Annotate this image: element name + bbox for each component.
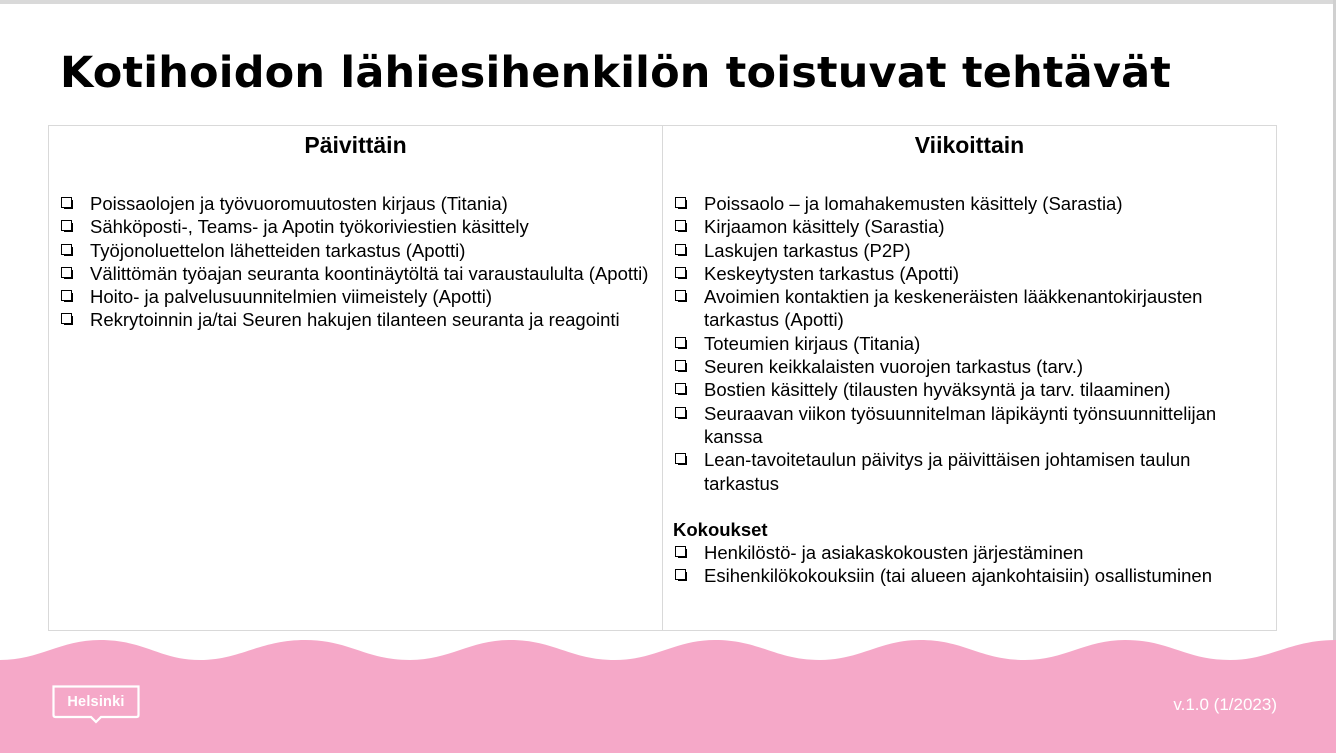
meetings-list xyxy=(673,541,1266,588)
weekly-list xyxy=(673,192,1266,495)
weekly-column xyxy=(662,126,1276,630)
checkbox-icon xyxy=(675,197,686,208)
checkbox-icon xyxy=(61,197,72,208)
logo-text: Helsinki xyxy=(67,694,125,710)
daily-list xyxy=(59,192,652,332)
list-item xyxy=(673,564,1266,587)
list-item xyxy=(673,332,1266,355)
list-item xyxy=(673,215,1266,238)
checkbox-icon xyxy=(61,290,72,301)
item-text: Välittömän työajan seuranta koontinäytöltä tai varaustaululta (Apotti) xyxy=(90,262,649,284)
list-item xyxy=(59,285,652,308)
list-item xyxy=(673,262,1266,285)
item-text: Poissaolo – ja lomahakemusten käsittely (Sarastia) xyxy=(704,193,1123,214)
checkbox-icon xyxy=(675,290,686,301)
item-text: Lean-tavoitetaulun päivitys ja päivittäisen johtamisen taulun tarkastus xyxy=(704,449,1191,494)
checkbox-icon xyxy=(61,267,72,278)
wave-shape xyxy=(0,640,1336,753)
page-title: Kotihoidon lähiesihenkilön toistuvat tehtävät xyxy=(60,48,1172,98)
checkbox-icon xyxy=(675,220,686,231)
item-text: Sähköposti-, Teams- ja Apotin työkoriviestien käsittely xyxy=(90,216,529,238)
checkbox-icon xyxy=(675,546,686,557)
item-text: Toteumien kirjaus (Titania) xyxy=(704,332,921,354)
checkbox-icon xyxy=(675,383,686,394)
tasks-table xyxy=(48,125,1277,631)
list-item xyxy=(59,215,652,238)
checkbox-icon xyxy=(675,360,686,371)
item-text: Keskeytysten tarkastus (Apotti) xyxy=(704,262,959,284)
checkbox-icon xyxy=(61,313,72,324)
item-text: Avoimien kontaktien ja keskeneräisten lääkkenantokirjausten tarkastus (Apotti) xyxy=(704,286,1203,331)
daily-heading: Päivittäin xyxy=(304,132,407,158)
item-text: Hoito- ja palvelusuunnitelmien viimeistely (Apotti) xyxy=(90,286,493,308)
checkbox-icon xyxy=(675,244,686,255)
item-text: Henkilöstö- ja asiakaskokousten järjestäminen xyxy=(704,542,1084,564)
list-item xyxy=(673,402,1266,449)
top-border xyxy=(0,0,1336,4)
list-item xyxy=(673,378,1266,401)
checkbox-icon xyxy=(675,407,686,418)
weekly-heading: Viikoittain xyxy=(914,132,1025,158)
meetings-heading: Kokoukset xyxy=(673,518,768,540)
list-item xyxy=(673,541,1266,564)
version-label: v.1.0 (1/2023) xyxy=(1173,695,1277,714)
list-item xyxy=(673,355,1266,378)
item-text: Työjonoluettelon lähetteiden tarkastus (Apotti) xyxy=(90,239,466,261)
list-item xyxy=(673,448,1266,495)
checkbox-icon xyxy=(675,453,686,464)
checkbox-icon xyxy=(675,267,686,278)
item-text: Laskujen tarkastus (P2P) xyxy=(704,239,911,261)
item-text: Kirjaamon käsittely (Sarastia) xyxy=(704,216,945,238)
list-item xyxy=(673,192,1266,215)
checkbox-icon xyxy=(61,220,72,231)
item-text: Seuren keikkalaisten vuorojen tarkastus (tarv.) xyxy=(704,356,1084,378)
list-item xyxy=(59,192,652,215)
list-item xyxy=(59,239,652,262)
daily-column xyxy=(49,126,662,630)
list-item xyxy=(673,285,1266,332)
checkbox-icon xyxy=(61,244,72,255)
checkbox-icon xyxy=(675,569,686,580)
item-text: Bostien käsittely (tilausten hyväksyntä ja tarv. tilaaminen) xyxy=(704,379,1171,401)
item-text: Poissaolojen ja työvuoromuutosten kirjaus (Titania) xyxy=(90,193,508,214)
item-text: Rekrytoinnin ja/tai Seuren hakujen tilanteen seuranta ja reagointi xyxy=(90,309,620,331)
checkbox-icon xyxy=(675,337,686,348)
list-item xyxy=(59,308,652,331)
list-item xyxy=(59,262,652,285)
item-text: Esihenkilökokouksiin (tai alueen ajankohtaisiin) osallistuminen xyxy=(704,565,1213,587)
list-item xyxy=(673,239,1266,262)
item-text: Seuraavan viikon työsuunnitelman läpikäynti työnsuunnittelijan kanssa xyxy=(704,402,1217,447)
